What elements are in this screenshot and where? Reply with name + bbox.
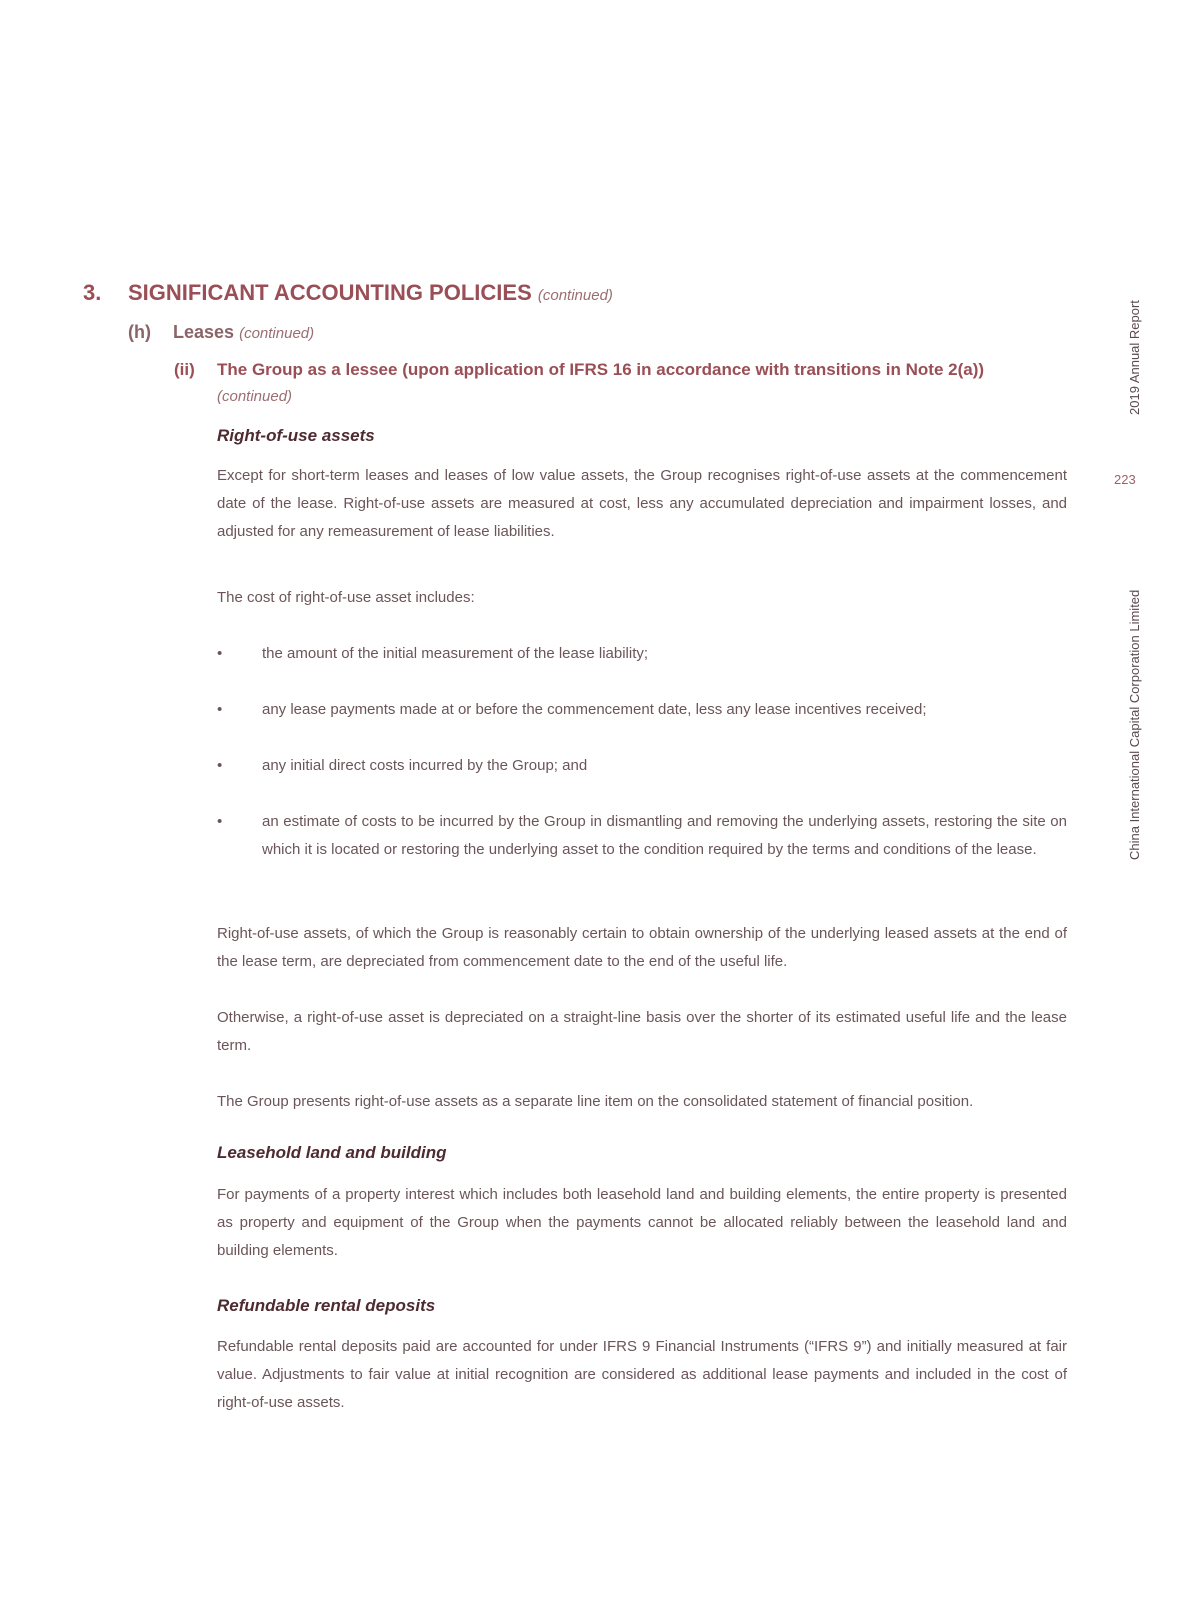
rou-paragraph-2: The cost of right-of-use asset includes: <box>217 589 475 606</box>
list-item: • an estimate of costs to be incurred by the Group in dismantling and removing the underlying assets, restoring the site on which it is located or restoring the underlying asset to the condition required by the terms and conditions of the lease. <box>217 808 1067 864</box>
subsubsection-heading: (ii) The Group as a lessee (upon application of IFRS 16 in accordance with transitions in Note 2(a)) <box>174 360 985 379</box>
page-number: 223 <box>1114 472 1136 487</box>
bullet-icon: • <box>217 645 223 662</box>
rou-paragraph-5: The Group presents right-of-use assets as a separate line item on the consolidated statement of financial position. <box>217 1093 974 1110</box>
deposits-paragraph: Refundable rental deposits paid are accounted for under IFRS 9 Financial Instruments (“IFRS 9”) and initially measured at fair value. Adjustments to fair value at initial recognition are considered as additional lease payments and included in the cost of right-of-use assets. <box>217 1338 1067 1411</box>
leasehold-paragraph: For payments of a property interest which includes both leasehold land and building elements, the entire property is presented as property and equipment of the Group when the payments cannot be allocated reliably between the leasehold land and building elements. <box>217 1186 1067 1259</box>
bullet-icon: • <box>217 813 223 830</box>
leasehold-heading: Leasehold land and building <box>217 1143 447 1162</box>
subsection-heading: (h) Leases (continued) <box>128 322 315 342</box>
bullet-icon: • <box>217 701 223 718</box>
rou-heading: Right-of-use assets <box>217 426 375 445</box>
list-item: • any initial direct costs incurred by the Group; and <box>217 752 1067 780</box>
report-title: 2019 Annual Report <box>1127 300 1142 415</box>
rou-paragraph-4: Otherwise, a right-of-use asset is depreciated on a straight-line basis over the shorter of its estimated useful life and the lease term. <box>217 1009 1067 1054</box>
bullet-icon: • <box>217 757 223 774</box>
list-item: • any lease payments made at or before the commencement date, less any lease incentives received; <box>217 696 1067 724</box>
subsubsection-continued: (continued) <box>217 388 293 405</box>
company-name: China International Capital Corporation Limited <box>1127 589 1142 860</box>
list-item: • the amount of the initial measurement of the lease liability; <box>217 640 1067 668</box>
rou-paragraph-1: Except for short-term leases and leases of low value assets, the Group recognises right-of-use assets at the commencement date of the lease. Right-of-use assets are measured at cost, less any accumulated depreciation and impairment losses, and adjusted for any remeasurement of lease liabilities. <box>217 467 1067 540</box>
section-heading: 3. SIGNIFICANT ACCOUNTING POLICIES (continued) <box>83 280 613 305</box>
rou-paragraph-3: Right-of-use assets, of which the Group is reasonably certain to obtain ownership of the underlying leased assets at the end of the lease term, are depreciated from commencement date to the end of the useful life. <box>217 925 1067 970</box>
deposits-heading: Refundable rental deposits <box>217 1296 436 1315</box>
